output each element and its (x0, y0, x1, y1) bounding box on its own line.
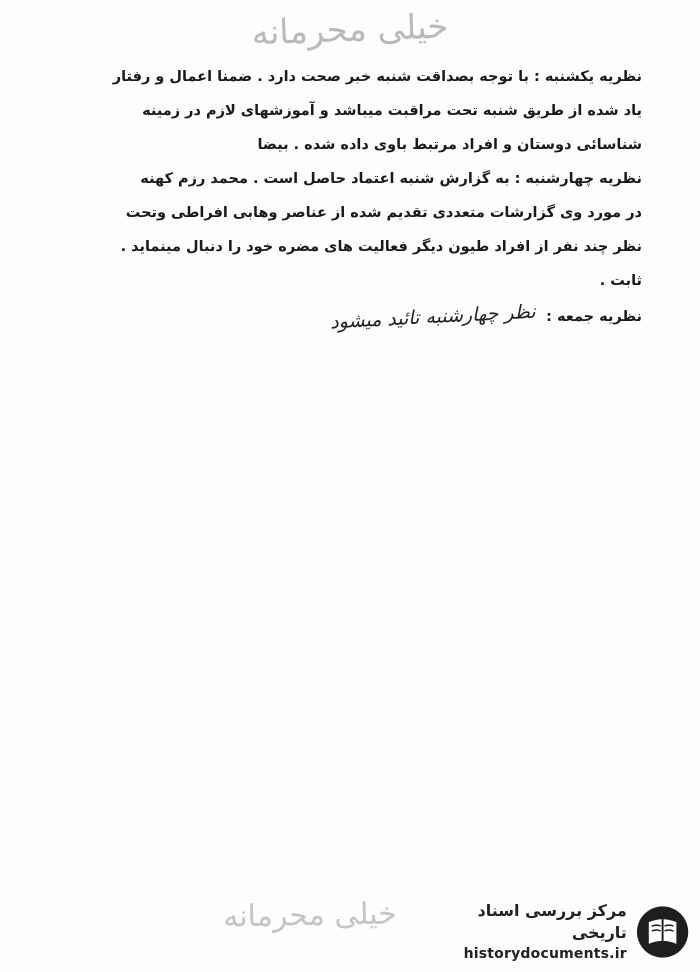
wednesday-opinion-line-4: ثابت . (599, 273, 642, 289)
report-body (58, 60, 642, 334)
archive-watermark (420, 902, 690, 962)
archive-watermark-text (420, 900, 627, 964)
friday-handwritten-note: نظر چهارشنبه تائید میشود (329, 300, 537, 334)
sunday-opinion-line-3: شناسائی دوستان و افراد مرتبط باوی داده شده . بیضا (257, 137, 642, 153)
wednesday-opinion-line-1: نظریه چهارشنبه : به گزارش شنبه اعتماد حاصل است . محمد رزم کهنه (140, 171, 642, 187)
sunday-opinion-line-1: نظریه یکشنبه : با توجه بصداقت شنبه خبر صحت دارد . ضمنا اعمال و رفتار (112, 69, 642, 85)
archive-name: مرکز بررسی اسناد تاریخی (477, 901, 627, 942)
archive-website: historydocuments.ir (463, 946, 627, 962)
classification-stamp-bottom: خیلی محرمانه (222, 896, 398, 935)
friday-opinion (58, 300, 642, 334)
classification-stamp-top: خیلی محرمانه (250, 6, 450, 54)
book-emblem-icon (635, 904, 690, 960)
sunday-opinion-line-2: یاد شده از طریق شنبه تحت مراقبت میباشد و آموزشهای لازم در زمینه (142, 103, 642, 119)
friday-opinion-label: نظریه جمعه : (546, 309, 642, 325)
wednesday-opinion-line-3: نظر چند نفر از افراد طیون دیگر فعالیت های مضره خود را دنبال مینماید . (120, 239, 642, 255)
wednesday-opinion-line-2: در مورد وی گزارشات متعددی تقدیم شده از عناصر وهابی افراطی وتحت (125, 205, 642, 221)
